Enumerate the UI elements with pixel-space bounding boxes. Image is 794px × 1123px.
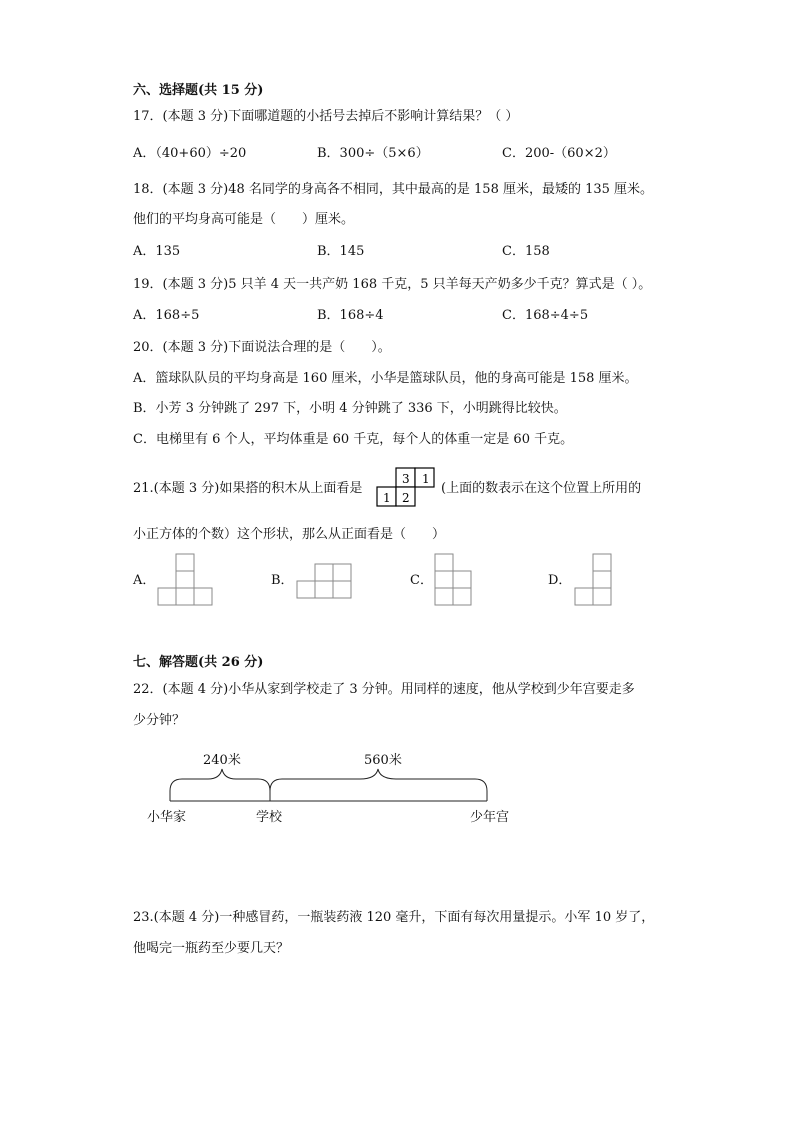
q19-option-c[interactable]: C．168÷4÷5 [502,308,589,323]
distance-240-label: 240米 [203,753,241,768]
q21-option-c-label[interactable]: C． [410,573,433,588]
section-7-title: 七、解答题(共 26 分) [133,655,264,670]
top-view-number: 1 [422,472,430,486]
q19-option-a[interactable]: A．168÷5 [133,308,200,323]
q21-option-a-label[interactable]: A． [133,573,156,588]
q17-option-a[interactable]: A．（40+60）÷20 [133,146,247,161]
q20-option-b[interactable]: B．小芳 3 分钟跳了 297 下，小明 4 分钟跳了 336 下，小明跳得比较快。 [133,401,567,416]
school-label: 学校 [256,810,283,825]
q22-stem-line1: 22．(本题 4 分)小华从家到学校走了 3 分钟。用同样的速度，他从学校到少年宫要走多 [133,682,635,697]
q20-stem: 20．(本题 3 分)下面说法合理的是（ ）。 [133,340,391,355]
q19-option-b[interactable]: B．168÷4 [317,308,384,323]
q18-option-a[interactable]: A．135 [133,244,181,259]
palace-label: 少年宫 [470,810,510,825]
top-view-number: 1 [383,491,391,505]
q18-option-b[interactable]: B．145 [317,244,365,259]
brace-240 [170,769,270,791]
q21-option-d-figure[interactable] [574,553,612,608]
brace-560 [270,769,487,791]
q21-stem-after: (上面的数表示在这个位置上所用的 [441,481,642,496]
q21-stem-line2: 小正方体的个数）这个形状，那么从正面看是（ ） [133,527,446,542]
q21-option-d-label[interactable]: D． [548,573,572,588]
route-diagram [130,745,530,830]
q23-stem-line1: 23.(本题 4 分)一种感冒药，一瓶装药液 120 毫升，下面有每次用量提示。小军 10 岁了， [133,910,655,925]
q21-stem-before: 21.(本题 3 分)如果搭的积木从上面看是 [133,481,363,496]
top-view-number: 2 [402,491,410,505]
q20-option-a[interactable]: A．篮球队队员的平均身高是 160 厘米，小华是篮球队员，他的身高可能是 158 厘米。 [133,371,638,386]
section-6-title: 六、选择题(共 15 分) [133,83,264,98]
q21-option-b-label[interactable]: B． [271,573,294,588]
q18-stem-line2: 他们的平均身高可能是（ ）厘米。 [133,212,355,227]
distance-560-label: 560米 [364,753,402,768]
q19-stem: 19．(本题 3 分)5 只羊 4 天一共产奶 168 千克，5 只羊每天产奶多少千克？算式是（ ）。 [133,277,652,292]
top-view-number: 3 [402,472,410,486]
q17-option-c[interactable]: C．200-（60×2） [502,146,616,161]
q17-option-b[interactable]: B．300÷（5×6） [317,146,429,161]
q18-stem-line1: 18．(本题 3 分)48 名同学的身高各不相同，其中最高的是 158 厘米，最矮的 135 厘米。 [133,182,654,197]
q21-option-b-figure[interactable] [296,563,352,601]
q21-option-c-figure[interactable] [434,553,472,608]
q17-stem: 17．(本题 3 分)下面哪道题的小括号去掉后不影响计算结果？（ ） [133,109,519,124]
home-label: 小华家 [147,810,187,825]
q20-option-c[interactable]: C．电梯里有 6 个人，平均体重是 60 千克，每个人的体重一定是 60 千克。 [133,432,574,447]
q23-stem-line2: 他喝完一瓶药至少要几天？ [133,941,290,956]
top-view-figure [374,466,438,508]
q21-option-a-figure[interactable] [157,553,213,608]
q18-option-c[interactable]: C．158 [502,244,550,259]
q22-stem-line2: 少分钟？ [133,713,186,728]
